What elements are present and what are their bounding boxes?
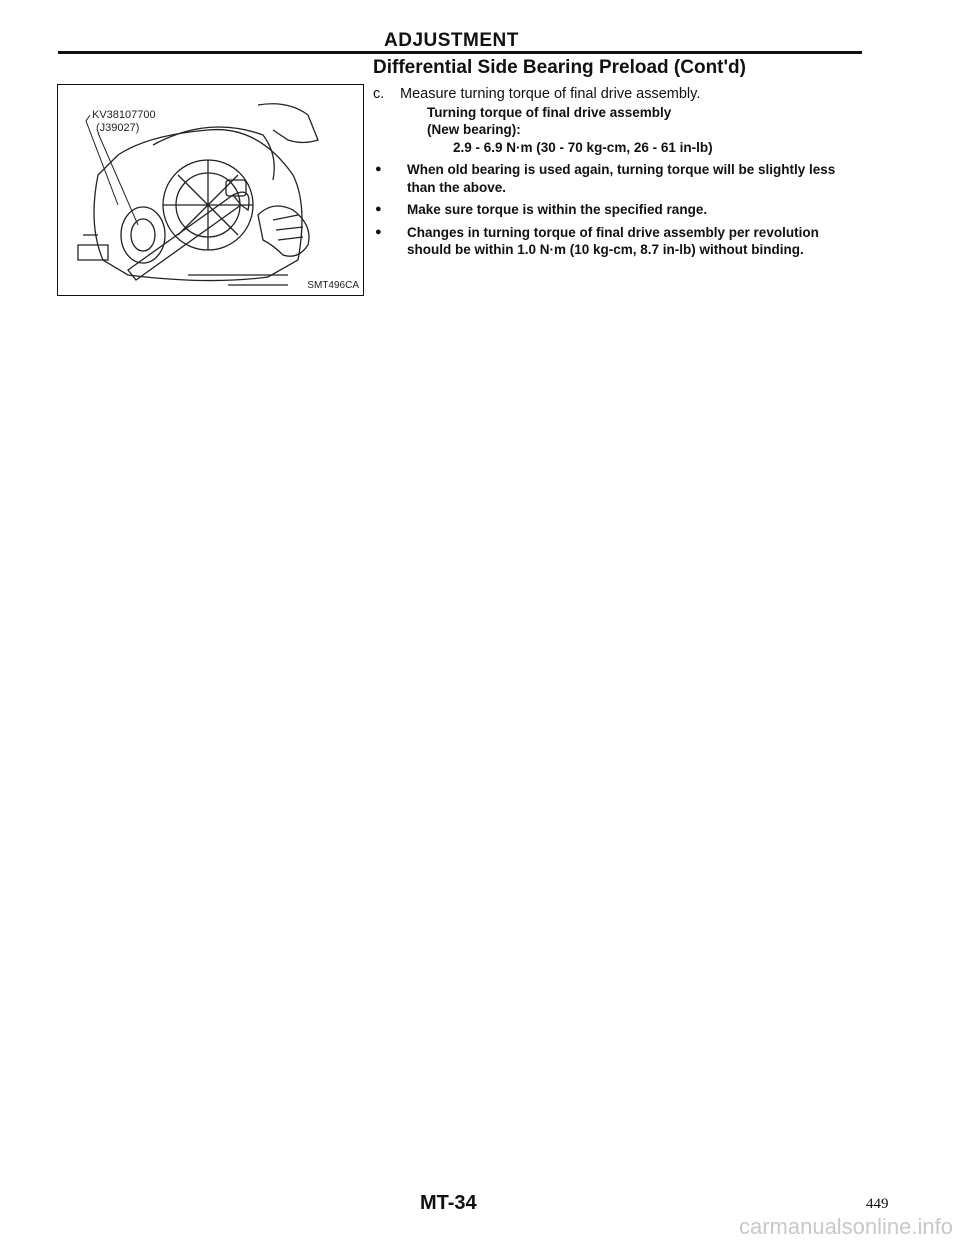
bullet-dot-icon: ● bbox=[375, 225, 382, 238]
illustration-figure bbox=[57, 84, 364, 296]
spec-value: 2.9 - 6.9 N·m (30 - 70 kg-cm, 26 - 61 in-lb) bbox=[453, 139, 713, 155]
step-text: Measure turning torque of final drive assembly. bbox=[400, 86, 701, 102]
header-rule bbox=[58, 51, 862, 54]
step-marker: c. bbox=[373, 86, 385, 102]
spec-label-line-1: Turning torque of final drive assembly bbox=[427, 104, 672, 120]
footer-section-code: MT-34 bbox=[420, 1192, 477, 1214]
tool-alt-number-callout: (J39027) bbox=[96, 122, 140, 134]
section-title: ADJUSTMENT bbox=[384, 30, 519, 51]
spec-label-line-2: (New bearing): bbox=[427, 122, 521, 137]
bullet-item bbox=[373, 161, 863, 196]
bullet-text: When old bearing is used again, turning torque will be slightly less than the above. bbox=[407, 162, 836, 195]
bullet-dot-icon: ● bbox=[375, 203, 382, 215]
tool-number-callout: KV38107700 bbox=[92, 109, 156, 121]
step-c bbox=[373, 86, 863, 104]
bullet-item bbox=[373, 201, 863, 219]
page-number: 449 bbox=[866, 1196, 889, 1212]
procedure-content bbox=[373, 86, 863, 259]
bullet-dot-icon: ● bbox=[375, 163, 382, 175]
page-subtitle: Differential Side Bearing Preload (Cont'd) bbox=[373, 57, 746, 78]
watermark-text: carmanualsonline.info bbox=[738, 1214, 953, 1239]
bullet-item bbox=[373, 224, 863, 259]
bullet-text: Make sure torque is within the specified range. bbox=[407, 202, 708, 217]
figure-code: SMT496CA bbox=[307, 280, 359, 291]
bullet-text: Changes in turning torque of final drive assembly per revolution should be within 1.0 N·m (10 kg-cm, 8.7 in-lb) without binding. bbox=[407, 224, 819, 257]
